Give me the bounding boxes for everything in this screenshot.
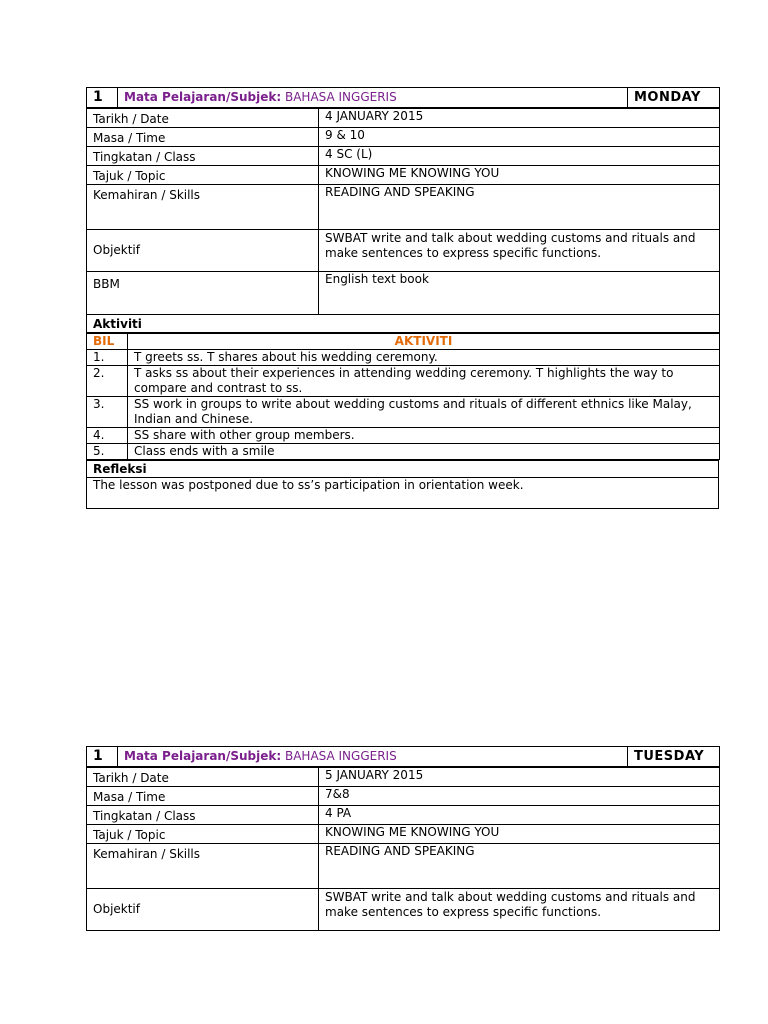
label-skills: Kemahiran / Skills: [87, 844, 319, 889]
label-time: Masa / Time: [87, 128, 319, 147]
row-refleksi: [87, 478, 719, 509]
aktiviti-header: AKTIVITI: [128, 334, 720, 350]
lesson-plan-monday: [86, 87, 719, 509]
value-objective: SWBAT write and talk about wedding customs and rituals and make sentences to express specific functions.: [319, 230, 720, 272]
value-class: 4 SC (L): [319, 147, 720, 166]
row-topic: [87, 166, 720, 185]
activity-text: Class ends with a smile: [128, 444, 720, 460]
activity-row: [87, 350, 720, 366]
row-objective: [87, 230, 720, 272]
value-topic: KNOWING ME KNOWING YOU: [319, 166, 720, 185]
row-class: [87, 147, 720, 166]
row-date: [87, 109, 720, 128]
subject-value: BAHASA INGGERIS: [284, 90, 397, 104]
value-skills: READING AND SPEAKING: [319, 185, 720, 230]
row-skills: [87, 185, 720, 230]
subject-cell: [118, 747, 628, 767]
activity-row: [87, 397, 720, 428]
refleksi-text: The lesson was postponed due to ss’s participation in orientation week.: [87, 478, 719, 509]
label-date: Tarikh / Date: [87, 768, 319, 787]
bil-header: BIL: [87, 334, 128, 350]
label-class: Tingkatan / Class: [87, 147, 319, 166]
row-topic: [87, 825, 720, 844]
plan-number: 1: [87, 88, 118, 108]
value-bbm: English text book: [319, 272, 720, 315]
activity-row: [87, 366, 720, 397]
label-objective: Objektif: [87, 889, 319, 931]
activity-number: 3.: [87, 397, 128, 428]
row-time: [87, 128, 720, 147]
aktiviti-heading: Aktiviti: [87, 315, 720, 333]
plan-header-row: [87, 747, 720, 767]
day-label: TUESDAY: [628, 747, 720, 767]
refleksi-heading: Refleksi: [87, 461, 719, 478]
activity-text: T greets ss. T shares about his wedding ceremony.: [128, 350, 720, 366]
value-date: 5 JANUARY 2015: [319, 768, 720, 787]
label-class: Tingkatan / Class: [87, 806, 319, 825]
subject-value: BAHASA INGGERIS: [284, 749, 397, 763]
label-topic: Tajuk / Topic: [87, 166, 319, 185]
label-objective: Objektif: [87, 230, 319, 272]
label-skills: Kemahiran / Skills: [87, 185, 319, 230]
activity-number: 2.: [87, 366, 128, 397]
activity-text: SS share with other group members.: [128, 428, 720, 444]
activity-row: [87, 444, 720, 460]
row-date: [87, 768, 720, 787]
label-date: Tarikh / Date: [87, 109, 319, 128]
activity-number: 1.: [87, 350, 128, 366]
value-time: 7&8: [319, 787, 720, 806]
value-time: 9 & 10: [319, 128, 720, 147]
subject-label: Mata Pelajaran/Subjek:: [124, 749, 282, 763]
plan-number: 1: [87, 747, 118, 767]
plan-header-row: [87, 88, 720, 108]
row-class: [87, 806, 720, 825]
row-bbm: [87, 272, 720, 315]
value-objective: SWBAT write and talk about wedding customs and rituals and make sentences to express specific functions.: [319, 889, 720, 931]
value-topic: KNOWING ME KNOWING YOU: [319, 825, 720, 844]
value-date: 4 JANUARY 2015: [319, 109, 720, 128]
label-bbm: BBM: [87, 272, 319, 315]
row-time: [87, 787, 720, 806]
label-topic: Tajuk / Topic: [87, 825, 319, 844]
subject-label: Mata Pelajaran/Subjek:: [124, 90, 282, 104]
activity-text: SS work in groups to write about wedding customs and rituals of different ethnics like Malay, Indian and Chinese.: [128, 397, 720, 428]
value-skills: READING AND SPEAKING: [319, 844, 720, 889]
value-class: 4 PA: [319, 806, 720, 825]
activity-number: 4.: [87, 428, 128, 444]
subject-cell: [118, 88, 628, 108]
day-label: MONDAY: [628, 88, 720, 108]
activity-text: T asks ss about their experiences in attending wedding ceremony. T highlights the way to compare and contrast to ss.: [128, 366, 720, 397]
lesson-plan-tuesday: [86, 746, 719, 931]
activity-number: 5.: [87, 444, 128, 460]
activity-header-row: [87, 334, 720, 350]
row-aktiviti-heading: [87, 315, 720, 333]
row-objective: [87, 889, 720, 931]
label-time: Masa / Time: [87, 787, 319, 806]
activity-row: [87, 428, 720, 444]
row-refleksi-heading: [87, 461, 719, 478]
row-skills: [87, 844, 720, 889]
